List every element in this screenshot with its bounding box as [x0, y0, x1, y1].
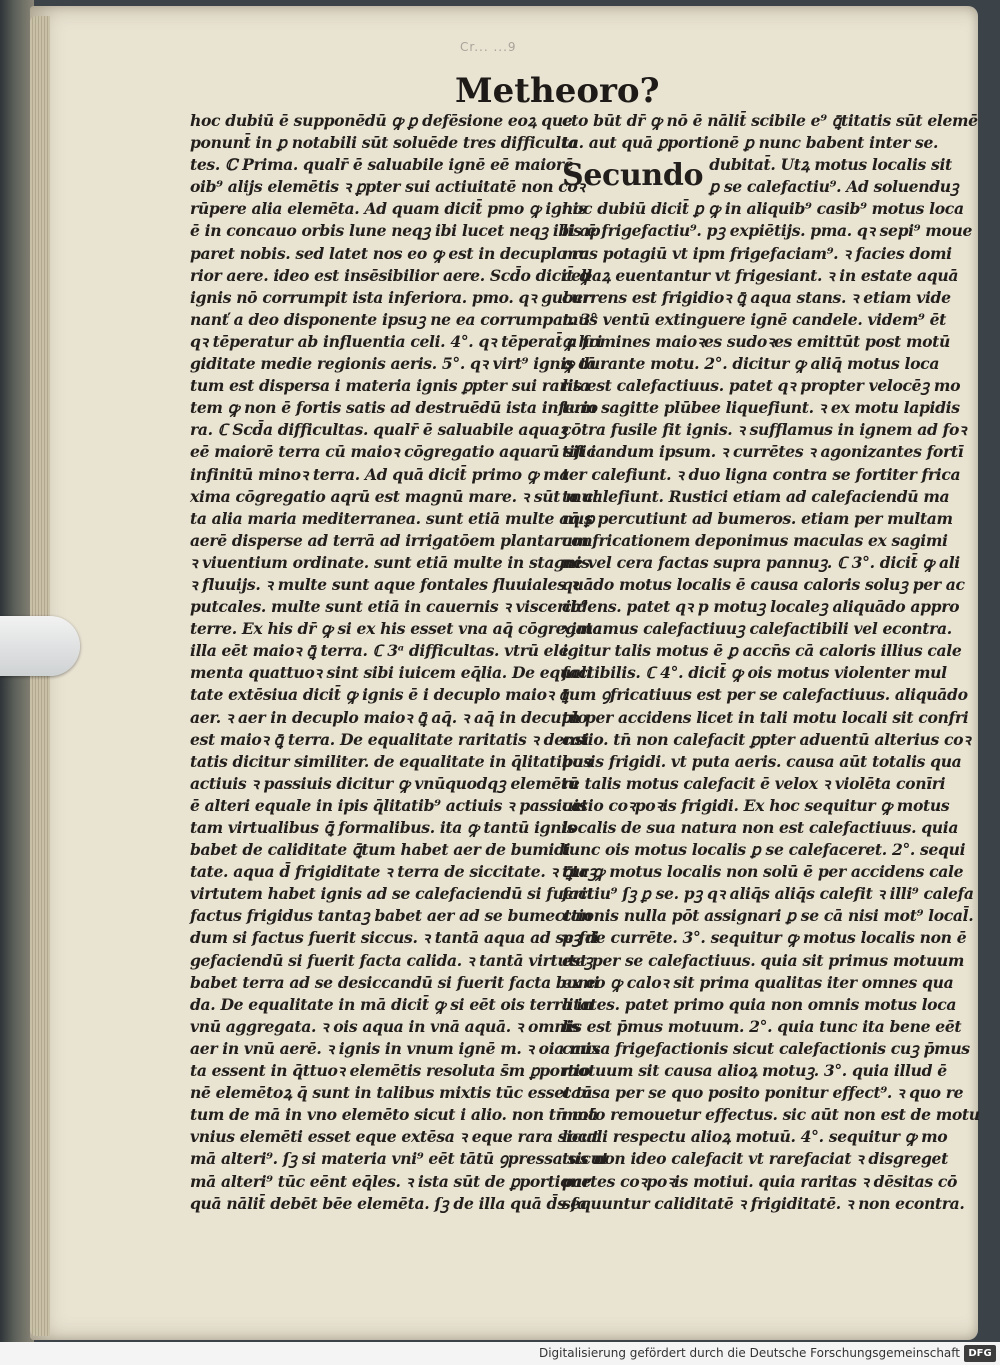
text-line: catio. tn̄ non calefacit ꝑpter aduentū alterius coꝛ [562, 729, 971, 749]
text-line: ta essent in q̄ttuoꝛ elemētis resoluta s̄m ꝑportio [190, 1061, 591, 1081]
book-clip [0, 616, 80, 676]
text-line: igitur talis motus ē ꝑ accn̄s cā caloris illius cale [562, 641, 962, 661]
text-line: factus frigidus tantaꝫ babet aer ad se bumectan [190, 906, 592, 926]
text-line: tate. aqua d̄ frigiditate ꝛ terra de siccitate. ꝛ ꝗ̄taꝫ [190, 862, 597, 882]
text-line: illa eēt maioꝛ ꝗ̄ terra. ℂ 3ᵃ difficultas. vtrū ele [190, 641, 569, 661]
running-head: Metheoro? [455, 71, 660, 111]
text-line: partes coꝛpoꝛis motiui. quia raritas ꝛ dēsitas cō [562, 1171, 958, 1191]
text-line: est maioꝛ ꝗ̄ terra. De equalitate raritatis ꝛ densi [190, 729, 589, 749]
text-line: ctionis nulla pōt assignari ꝑ se cā nisi mot⁹ local̄. [562, 906, 974, 926]
footer-bar [0, 1342, 1000, 1365]
text-line: ꝑ se calefactiu⁹. Ad soluenduꝫ [709, 177, 959, 197]
text-line: oib⁹ alijs elemētis ꝛ ꝑpter sui actiuitatē non coꝛ [190, 177, 585, 197]
text-line: vnū aggregata. ꝛ ois aqua in vnā aquā. ꝛ omnis [190, 1016, 580, 1036]
text-line: dubitat̄. Utꝝ motus localis sit [709, 155, 952, 175]
text-line: mus ventū extinguere ignē candele. videm⁹ ēt [562, 309, 947, 329]
initial-word: Secundo [562, 158, 704, 194]
text-line: motuum sit causa alioꝝ motuꝫ. 3°. quia illud ē [562, 1061, 947, 1081]
text-line: mus potagiū vt ipm frigefaciam⁹. ꝛ facies domi [562, 243, 952, 263]
text-line: tem ꝙ non ē fortis satis ad destruēdū ista inferio [190, 398, 598, 418]
text-line: localis de sua natura non est calefactiuus. quia [562, 818, 959, 837]
text-line: rūpere alia elemēta. Ad quam dicit̄ pmo ꝙ ignis [190, 199, 587, 219]
text-line: giditate medie regionis aeris. 5°. qꝛ virt⁹ ignis tā [190, 354, 597, 374]
text-line: cidens. patet qꝛ p motuꝫ localeꝫ aliquādo appro [562, 597, 960, 617]
text-line: tum est dispersa i materia ignis ꝑpter sui rarita [190, 376, 590, 396]
text-line: tificandum ipsum. ꝛ currētes ꝛ agonizantes fortī [562, 442, 964, 462]
right-text-column [562, 110, 980, 1215]
text-line: ta. aut quā ꝑportionē ꝑ nunc babent inter se. [562, 133, 939, 153]
text-line: infinitū minoꝛ terra. Ad quā dicit̄ primo ꝙ ma [190, 464, 570, 484]
footer-credit: Digitalisierung gefördert durch die Deutsche Forschungsgemeinschaft [538, 1346, 960, 1360]
text-line: factibilis. ℂ 4°. dicit̄ ꝙ ois motus violenter mul [562, 663, 947, 683]
text-line: aer in vnū aerē. ꝛ ignis in vnum ignē m. ꝛ oia mix [190, 1038, 600, 1058]
text-line: quādo motus localis ē causa caloris soluꝫ per ac [562, 574, 965, 594]
text-line: ne vel cera factas supra pannuꝫ. ℂ 3°. dicit̄ ꝙ ali [562, 552, 960, 572]
text-line: mā alteri⁹. ſꝫ si materia vni⁹ eēt tātū ꝯpressa sicut [190, 1149, 609, 1169]
text-line: ꝙ durante motu. 2°. dicitur ꝙ aliq̄ motus loca [562, 354, 940, 374]
right-column-top-lines [562, 110, 978, 154]
text-line: lis est calefactiuus. patet qꝛ propter velocēꝫ mo [562, 376, 961, 396]
text-line: da. De equalitate in mā dicit̄ ꝙ si eēt ois terra in [190, 994, 594, 1014]
text-line: aerē disperse ad terrā ad irrigatōem plantarum [190, 530, 589, 550]
text-line: ra. ℂ Scd̄a difficultas. qualr̄ ē saluabile aquaꝫ [190, 420, 568, 440]
text-line: currens est frigidioꝛ ꝗ̄ aqua stans. ꝛ etiam vide [562, 287, 951, 307]
pencil-mark: Cr... ...9 [460, 40, 517, 54]
text-line: tatis dicitur similiter. de equalitate in q̄litatibus [190, 751, 592, 771]
text-line: catio coꝛpoꝛis frigidi. Ex hoc sequitur ꝙ motus [562, 795, 950, 815]
text-line: ē alteri equale in ipis q̄litatib⁹ actiuis ꝛ passiuis [190, 795, 587, 815]
text-line: babet terra ad se desiccandū si fuerit facta bumi [190, 972, 600, 992]
text-line: cōtra fusile fit ignis. ꝛ sufflamus in ignem ad foꝛ [562, 420, 967, 440]
text-line: ex eo ꝙ caloꝛ sit prima qualitas iter omnes qua [562, 972, 954, 992]
text-line: moto remouetur effectus. sic aūt non est de motu [562, 1105, 980, 1125]
text-line: nanť a deo disponente ipsuꝫ ne ea corrumpat. 3° [190, 309, 598, 329]
text-line: ignis nō corrumpit ista inferiora. pmo. qꝛ guber [190, 287, 591, 307]
text-line: poꝛis frigidi. vt puta aeris. causa aūt totalis qua [562, 751, 962, 771]
text-line: sequuntur caliditatē ꝛ frigiditatē. ꝛ non econtra. [562, 1193, 965, 1213]
text-line: rior aere. ideo est insēsibilior aere. Scd̄o dicit̄ ꝙ [190, 265, 590, 285]
text-line: virtutem habet ignis ad se calefaciendū si fuerit [190, 884, 594, 904]
text-line: locali respectu alioꝝ motuū. 4°. sequitur ꝙ mo [562, 1127, 948, 1147]
text-line: ponunt̄ in ꝑ notabili sūt soluēde tres difficulta [190, 133, 578, 153]
text-line: tum de mā in vno elemēto sicut i alio. non tn̄ mā [190, 1105, 598, 1125]
text-line: qꝛ tēperatur ab influentia celi. 4°. qꝛ tēperat̄ a fri [190, 331, 602, 351]
text-line: ximamus calefactiuuꝫ calefactibili vel econtra. [562, 619, 952, 639]
text-line: menta quattuoꝛ sint sibi iuicem eq̄lia. De equali [190, 663, 592, 683]
text-line: tunc ois motus localis ꝑ se calefaceret. 2°. sequi [562, 840, 966, 860]
text-line: eē maiorē terra cū maioꝛ cōgregatio aquarū sit i [190, 442, 596, 462]
text-line: cellaꝝ euentantur vt frigesiant. ꝛ in estate aquā [562, 265, 959, 285]
right-column-body [562, 198, 980, 1214]
text-line: xima cōgregatio aqrū est magnū mare. ꝛ sūt mul [190, 486, 598, 506]
text-line: tam virtualibus ꝗ̄ formalibus. ita ꝙ tantū ignis [190, 818, 576, 837]
text-line: actiuis ꝛ passiuis dicitur ꝙ vnūquodqꝫ elemētū [190, 773, 579, 793]
initial-lines [709, 154, 958, 198]
text-line: tum sagitte plūbee liquefiunt. ꝛ ex motu lapidis [562, 398, 960, 418]
text-line: factiu⁹ ſꝫ ꝑ se. pꝫ qꝛ aliq̄s aliq̄s calefit ꝛ illi⁹ calefa [562, 884, 974, 904]
text-line: confricationem deponimus maculas ex sagimi [562, 530, 948, 550]
text-line: hoc dubiū ē supponēdū ꝙ ꝑ defēsione eoꝝ que [190, 111, 573, 130]
text-line: lis est p̄mus motuum. 2°. quia tunc ita bene eēt [562, 1016, 962, 1036]
text-line: causa per se quo posito ponitur effect⁹. ꝛ quo re [562, 1083, 964, 1103]
text-line: nus percutiunt ad bumeros. etiam per multam [562, 508, 953, 528]
text-line: nē elemētoꝝ q̄ sunt in talibus mixtis tūc esset tā [190, 1083, 593, 1103]
dfg-logo: DFG [964, 1345, 996, 1362]
text-line: tate extēsiua dicit̄ ꝙ ignis ē i decuplo maioꝛ ꝗ̄ [190, 685, 568, 705]
text-line: terre. Ex his dr̄ ꝙ si ex his esset vna aq̄ cōgregata [190, 619, 603, 639]
text-line: tur ꝙ motus localis non solū ē per accidens cale [562, 862, 964, 882]
text-line: est per se calefactiuus. quia sit primus motuum [562, 950, 965, 970]
section-heading [562, 154, 959, 198]
text-line: re talis motus calefacit ē velox ꝛ violēta conīri [562, 773, 946, 793]
text-line: tes. ℂ Prima. qualr̄ ē saluabile ignē eē maiorē [190, 155, 574, 175]
text-line: cto būt dr̄ ꝙ nō ē nālit̄ scibile e⁹ ꝗ̄titatis sūt elemē [562, 111, 978, 130]
text-line: mā alteri⁹ tūc eēnt eq̄les. ꝛ ista sūt de ꝑportione [190, 1171, 591, 1191]
text-line: tum ꝯfricatiuus est per se calefactiuus. aliquādo [562, 685, 968, 705]
text-line: vnius elemēti esset eque extēsa ꝛ eque rara sicut [190, 1127, 599, 1147]
text-line: ta alia maria mediterranea. sunt etiā multe aq̄ ꝑ [190, 508, 595, 528]
text-line: putcales. multe sunt etiā in cauernis ꝛ viscerib⁹ [190, 597, 588, 617]
text-line: dum si factus fuerit siccus. ꝛ tantā aqua ad se fri [190, 928, 599, 948]
text-line: tus non ideo calefacit vt rarefaciat ꝛ disgreget [562, 1149, 948, 1169]
text-line: paret nobis. sed latet nos eo ꝙ est in decuplo ra [190, 243, 590, 263]
left-text-column [190, 110, 609, 1215]
text-line: ꝛ viuentium ordinate. sunt etiā multe in stagnis [190, 552, 590, 572]
text-line: ter calefiunt. ꝛ duo ligna contra se fortiter frica [562, 464, 961, 484]
text-line: litates. patet primo quia non omnis motus loca [562, 994, 957, 1014]
text-line: causa frigefactionis sicut calefactionis cuꝫ p̄mus [562, 1038, 970, 1058]
text-line: babet de caliditate ꝗ̄tum habet aer de bumidi [190, 840, 571, 860]
page-edges [30, 16, 50, 1336]
text-line: aer. ꝛ aer in decuplo maioꝛ ꝗ̄ aq̄. ꝛ aq̄ in decuplo [190, 707, 588, 727]
text-line: ꝙ homines maioꝛes sudoꝛes emittūt post motū [562, 331, 950, 351]
text-line: ta calefiunt. Rustici etiam ad calefaciendū ma [562, 486, 950, 506]
text-line: gefaciendū si fuerit facta calida. ꝛ tantā virtuteꝫ [190, 950, 593, 970]
text-line: hoc dubiū dicit̄ ꝑ ꝙ in aliquib⁹ casib⁹ motus loca [562, 199, 964, 219]
text-line: ē in concauo orbis lune neqꝫ ibi lucet neqꝫ ibi ap [190, 221, 600, 241]
text-line: lis ē frigefactiu⁹. pꝫ expiētijs. pma. qꝛ sepi⁹ moue [562, 221, 973, 241]
text-line: quā nālit̄ debēt bēe elemēta. ſꝫ de illa quā d̄s ſa [190, 1193, 587, 1213]
text-line: pꝫ de currēte. 3°. sequitur ꝙ motus localis non ē [562, 928, 967, 948]
text-line: ꝛ fluuijs. ꝛ multe sunt aque fontales fluuiales ꝛ [190, 574, 578, 594]
text-line: tn̄ per accidens licet in tali motu locali sit confri [562, 707, 969, 727]
